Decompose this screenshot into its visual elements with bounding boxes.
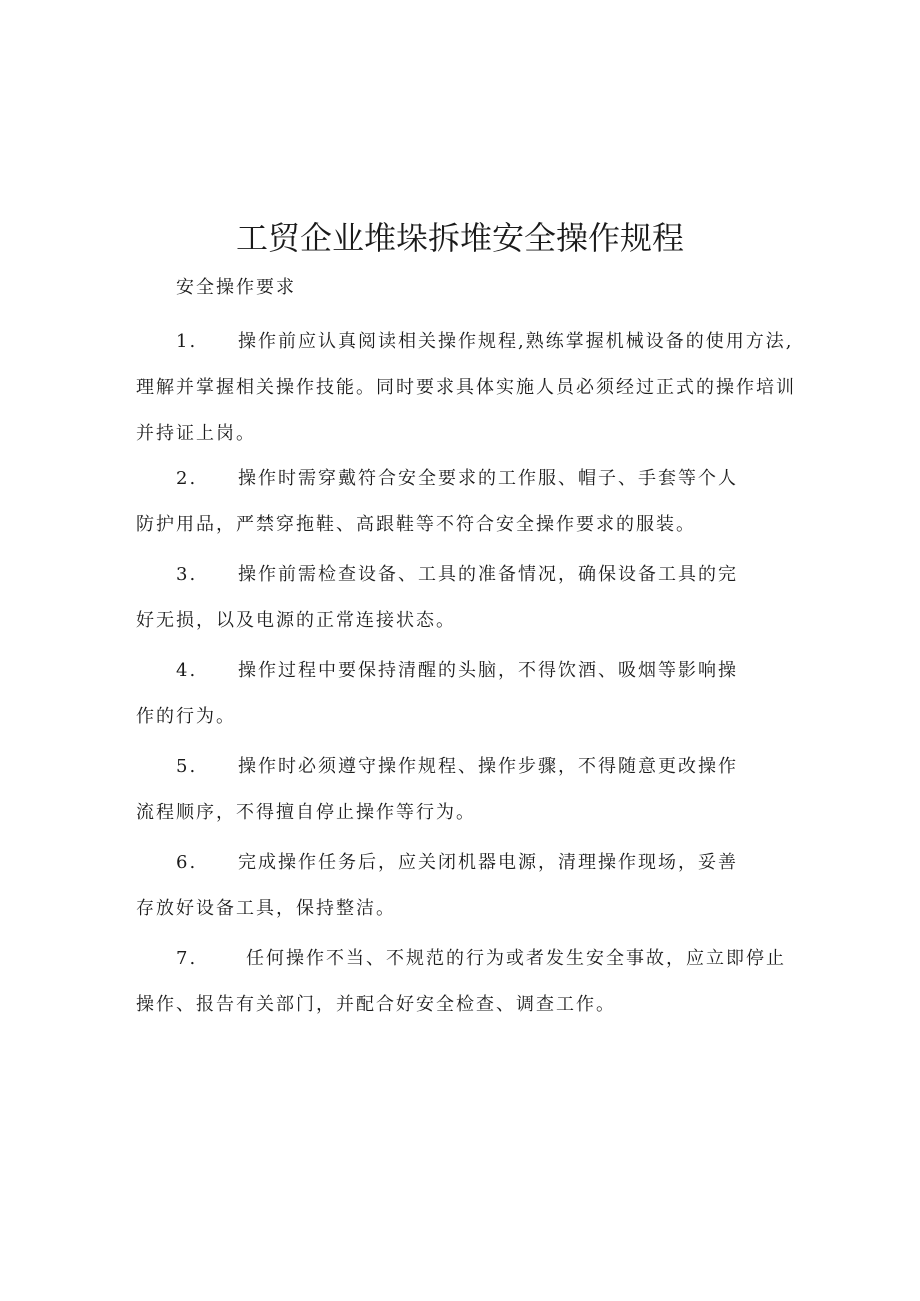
item-text: 操作前应认真阅读相关操作规程,熟练掌握机械设备的使用方法,: [238, 331, 794, 352]
item-number: 1.: [176, 331, 198, 352]
item-line: [136, 699, 816, 735]
item-line: [136, 795, 816, 831]
item-line: [136, 507, 816, 543]
list-item-6: [136, 845, 816, 927]
list-item-4: [136, 653, 816, 735]
item-text: 操作过程中要保持清醒的头脑，不得饮酒、吸烟等影响操: [238, 660, 738, 681]
item-line: [136, 891, 816, 927]
item-text: 理解并掌握相关操作技能。同时要求具体实施人员必须经过正式的操作培训: [136, 377, 796, 398]
item-line: [136, 416, 816, 452]
item-text: 完成操作任务后，应关闭机器电源，清理操作现场，妥善: [238, 852, 738, 873]
item-line: [136, 845, 816, 881]
item-text: 存放好设备工具，保持整洁。: [136, 898, 396, 919]
item-text: 好无损，以及电源的正常连接状态。: [136, 610, 456, 631]
item-text: 操作时需穿戴符合安全要求的工作服、帽子、手套等个人: [238, 468, 738, 489]
item-line: [136, 324, 816, 360]
item-number: 7.: [176, 948, 198, 969]
item-line: [136, 653, 816, 689]
list-item-5: [136, 749, 816, 831]
list-item-1: [136, 324, 816, 452]
item-text: 并持证上岗。: [136, 423, 256, 444]
item-line: [136, 370, 816, 406]
list-item-2: [136, 461, 816, 543]
item-text: 防护用品，严禁穿拖鞋、高跟鞋等不符合安全操作要求的服装。: [136, 514, 696, 535]
document-title: 工贸企业堆垛拆堆安全操作规程: [235, 219, 684, 257]
list-item-3: [136, 557, 816, 639]
item-text: 流程顺序，不得擅自停止操作等行为。: [136, 802, 476, 823]
item-number: 3.: [176, 564, 198, 585]
item-number: 2.: [176, 468, 198, 489]
section-heading: 安全操作要求: [176, 277, 296, 298]
item-number: 6.: [176, 852, 198, 873]
item-line: [136, 461, 816, 497]
item-text: 作的行为。: [136, 706, 236, 727]
item-line: [136, 557, 816, 593]
item-line: [136, 603, 816, 639]
list-item-7: [136, 941, 816, 1023]
item-text: 任何操作不当、不规范的行为或者发生安全事故，应立即停止: [246, 948, 786, 969]
item-line: [136, 987, 816, 1023]
item-text: 操作前需检查设备、工具的准备情况，确保设备工具的完: [238, 564, 738, 585]
item-number: 4.: [176, 660, 198, 681]
item-line: [136, 941, 816, 977]
item-number: 5.: [176, 756, 198, 777]
item-text: 操作时必须遵守操作规程、操作步骤，不得随意更改操作: [238, 756, 738, 777]
item-line: [136, 749, 816, 785]
item-text: 操作、报告有关部门，并配合好安全检查、调查工作。: [136, 994, 616, 1015]
